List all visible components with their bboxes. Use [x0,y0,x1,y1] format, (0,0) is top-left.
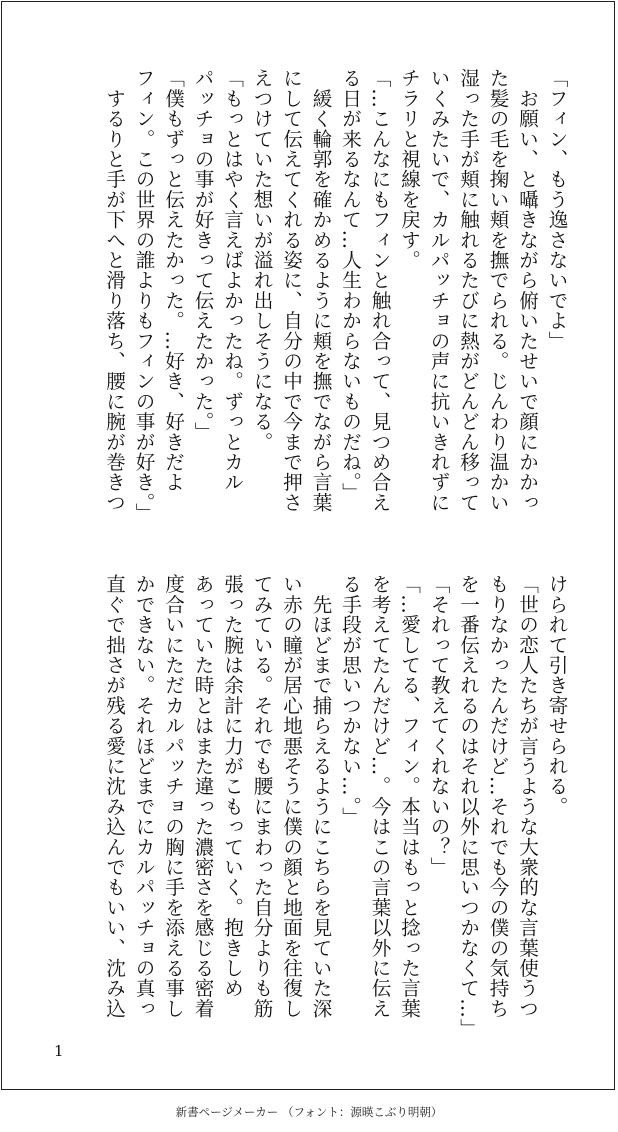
page-frame [1,1,615,1090]
text-line: 「…こんなにもフィンと触れ合って、見つめ合え [368,68,391,513]
top-text-block [99,68,571,528]
text-line: お願い、と囁きながら俯いたせいで顔にかかっ [515,68,539,513]
text-line: 「もっとはやく言えばよかったね。ずっとカル [220,68,244,493]
text-line: る日が来るなんて…人生わからないものだね。」 [338,68,362,503]
bottom-text-block [99,574,571,1039]
text-line: 直ぐで拙さが残る愛に沈み込んでもいい、沈み込 [102,574,126,1019]
text-line: 「フィン、もう逸さないでよ」 [545,68,568,351]
text-line: 「それって教えてくれないの？」 [427,574,450,877]
text-line: てみている。それでも腰にまわった自分よりも筋 [250,574,273,1019]
text-line: かできない。それほどまでにカルパッチョの真っ [132,574,155,1019]
text-line: 先ほどまで捕らえるようにこちらを見ていた深 [309,574,332,1019]
text-line: パッチョの事が好きって伝えたかった。」 [191,68,214,442]
text-line: 「…愛してる、フィン。本当はもっと捻った言葉 [397,574,421,1019]
text-line: するりと手が下へと滑り落ち、腰に腕が巻きつ [102,68,126,513]
text-line: 「僕もずっと伝えたかった。…好き、好きだよ [161,68,185,493]
page-number: 1 [54,1042,64,1060]
footer-caption: 新書ページメーカー （フォント：源暎こぶり明朝） [175,1105,443,1119]
text-line: る手段が思いつかない…。」 [338,574,362,827]
text-line: いくみたいで、カルパッチョの声に抗いきれずに [427,68,450,513]
text-line: 「世の恋人たちが言うような大衆的な言葉使うつ [515,574,539,1019]
text-line: い赤の瞳が居心地悪そうに僕の顔と地面を往復し [279,574,303,1019]
text-line: 度合いにただカルパッチョの胸に手を添える事し [161,574,185,1019]
text-line: 緩く輪郭を確かめるように頬を撫でながら言葉 [309,68,332,513]
text-line: を一番伝えれるのはそれ以外に思いつかなくて…」 [456,574,480,1039]
text-line: もりなかったんだけど…それでも今の僕の気持ち [486,574,509,1019]
text-line: けられて引き寄せられる。 [545,574,568,817]
text-line: チラリと視線を戻す。 [397,68,421,270]
text-line: フィン。この世界の誰よりもフィンの事が好き。」 [132,68,155,523]
text-line: 湿った手が頬に触れるたびに熱がどんどん移って [456,68,480,513]
text-line: あっていた時とはまた違った濃密さを感じる密着 [191,574,214,1019]
text-line: にして伝えてくれる姿に、自分の中で今まで押さ [279,68,303,513]
text-line: 張った腕は余計に力がこもっていく。抱きしめ [220,574,244,999]
text-line: を考えてたんだけど…。今はこの言葉以外に伝え [368,574,391,1019]
text-line: えつけていた想いが溢れ出しそうになる。 [250,68,273,452]
text-line: た髪の毛を掬い頬を撫でられる。じんわり温かい [486,68,509,513]
